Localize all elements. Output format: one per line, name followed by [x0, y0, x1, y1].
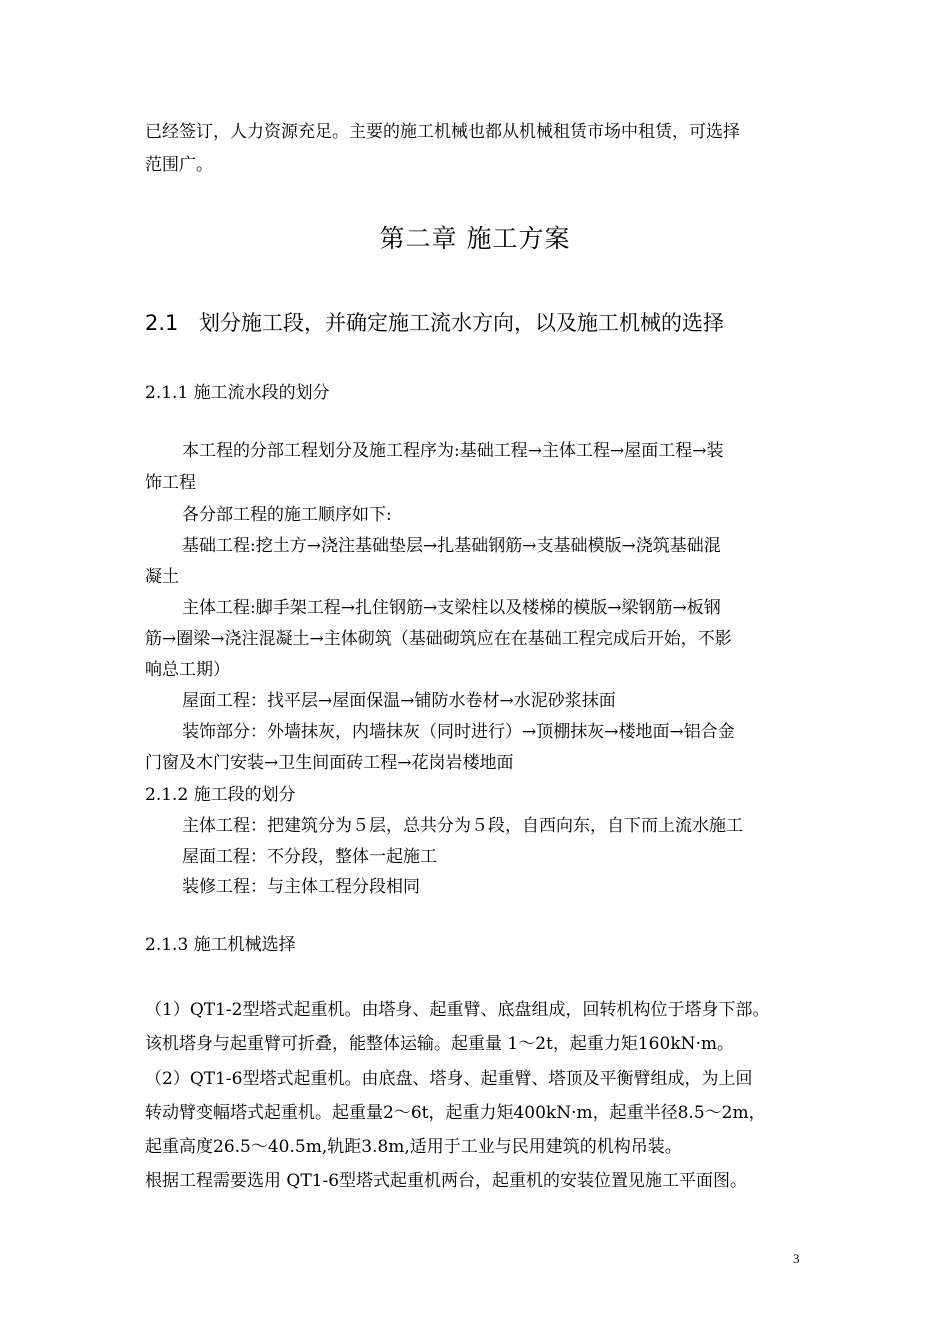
section-number: 2.1 — [145, 311, 179, 335]
page-number: 3 — [793, 1251, 800, 1266]
intro-line-1: 已经签订，人力资源充足。主要的施工机械也都从机械租赁市场中租赁，可选择 — [145, 122, 740, 142]
paragraph-line: 筋→圈梁→浇注混凝土→主体砌筑（基础砌筑应在在基础工程完成后开始，不影 — [145, 629, 732, 649]
intro-line-2: 范围广。 — [145, 155, 213, 175]
paragraph-line: 装饰部分：外墙抹灰，内墙抹灰（同时进行）→顶棚抹灰→楼地面→铝合金 — [182, 722, 735, 742]
paragraph-line: 屋面工程：找平层→屋面保温→铺防水卷材→水泥砂浆抹面 — [182, 691, 616, 711]
paragraph-line: 基础工程:挖土方→浇注基础垫层→扎基础钢筋→支基础模版→浇筑基础混 — [182, 536, 721, 556]
paragraph-line: （2）QT1-6型塔式起重机。由底盘、塔身、起重臂、塔顶及平衡臂组成，为上回 — [145, 1069, 753, 1089]
section-heading — [145, 308, 724, 338]
chapter-title: 第二章 施工方案 — [379, 224, 571, 253]
paragraph-line: 主体工程：把建筑分为５层，总共分为５段，自西向东，自下而上流水施工 — [182, 816, 743, 836]
paragraph-line: 主体工程:脚手架工程→扎住钢筋→支梁柱以及楼梯的模版→梁钢筋→板钢 — [182, 598, 721, 618]
paragraph-line: 各分部工程的施工顺序如下: — [182, 505, 392, 525]
paragraph-line: 该机塔身与起重臂可折叠，能整体运输。起重量 1～2t，起重力矩160kN·m。 — [145, 1034, 735, 1054]
paragraph-line: 屋面工程：不分段，整体一起施工 — [182, 847, 437, 867]
paragraph-line: （1）QT1-2型塔式起重机。由塔身、起重臂、底盘组成，回转机构位于塔身下部。 — [145, 1000, 770, 1020]
paragraph-line: 本工程的分部工程划分及施工程序为:基础工程→主体工程→屋面工程→装 — [182, 441, 724, 461]
paragraph-line: 饰工程 — [145, 473, 196, 493]
paragraph-line: 转动臂变幅塔式起重机。起重量2～6t，起重力矩400kN·m，起重半径8.5～2m， — [145, 1103, 766, 1123]
subsection-heading-2-1-3: 2.1.3 施工机械选择 — [145, 935, 296, 955]
paragraph-line: 凝土 — [145, 567, 179, 587]
section-title: 划分施工段，并确定施工流水方向，以及施工机械的选择 — [199, 311, 724, 335]
paragraph-line: 起重高度26.5～40.5m,轨距3.8m,适用于工业与民用建筑的机构吊装。 — [145, 1137, 682, 1157]
paragraph-line: 根据工程需要选用 QT1-6型塔式起重机两台，起重机的安装位置见施工平面图。 — [145, 1171, 748, 1191]
paragraph-line: 装修工程：与主体工程分段相同 — [182, 877, 420, 897]
paragraph-line: 响总工期） — [145, 660, 230, 680]
paragraph-line: 门窗及木门安装→卫生间面砖工程→花岗岩楼地面 — [145, 753, 514, 773]
subsection-heading-2-1-1: 2.1.1 施工流水段的划分 — [145, 383, 330, 403]
subsection-heading-2-1-2: 2.1.2 施工段的划分 — [145, 785, 296, 805]
